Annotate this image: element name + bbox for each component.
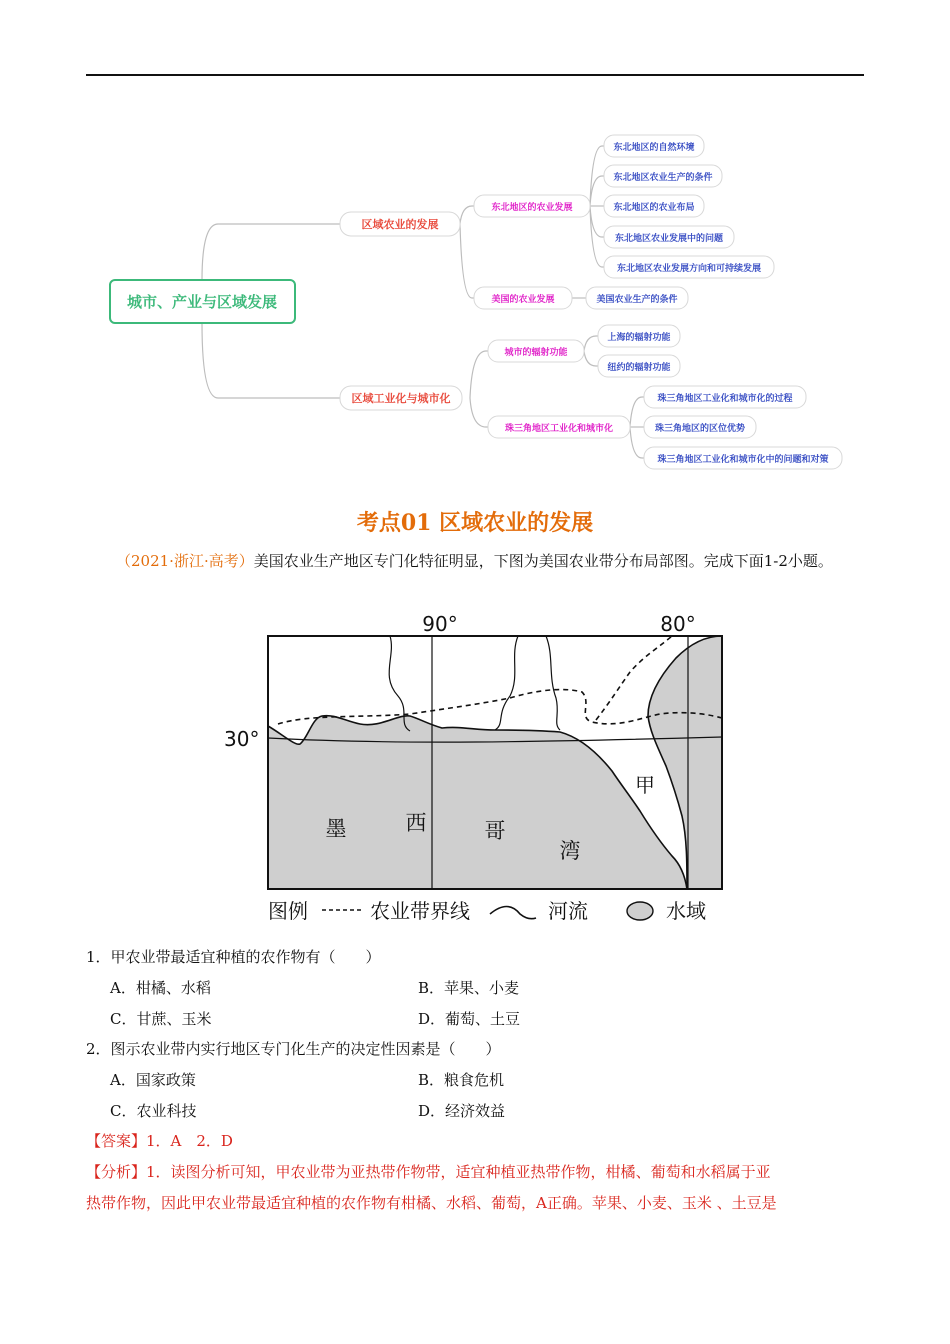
answer-label: 【答案】 xyxy=(86,1132,147,1150)
legend-river-symbol xyxy=(490,907,536,919)
q2-option-b: B．粮食危机 xyxy=(418,1071,505,1089)
leaf-prd-2 xyxy=(644,416,756,438)
mind-map xyxy=(0,120,950,480)
lat-30-label: 30° xyxy=(224,727,260,751)
legend-boundary-label: 农业带界线 xyxy=(370,899,470,923)
leaf-newyork xyxy=(598,355,680,377)
leaf-usa-1 xyxy=(586,287,688,309)
river xyxy=(546,636,560,730)
legend-river-label: 河流 xyxy=(548,899,588,923)
q2-option-d: D．经济效益 xyxy=(418,1102,506,1120)
q1-option-a: A．柑橘、水稻 xyxy=(110,979,211,997)
leaf-northeast-1 xyxy=(604,135,704,157)
q2-option-c: C．农业科技 xyxy=(110,1102,197,1120)
analysis-line-2: 热带作物，因此甲农业带最适宜种植的农作物有柑橘、水稻、葡萄，A正确。苹果、小麦、玉米 、土豆是 xyxy=(86,1194,777,1212)
legend-water-symbol xyxy=(627,902,653,920)
section-title: 考点01 区域农业的发展 xyxy=(356,510,594,536)
intro-source: （2021·浙江·高考） xyxy=(116,552,254,570)
header-rule xyxy=(86,74,864,76)
leaf-prd-1 xyxy=(644,386,806,408)
sub-prd-label: 珠三角地区工业化和城市化 xyxy=(504,424,614,434)
branch-industrialization-label: 区域工业化与城市化 xyxy=(351,392,451,405)
branch-agriculture-label: 区域农业的发展 xyxy=(361,218,439,231)
leaf-northeast-3 xyxy=(604,195,704,217)
root-label: 城市、产业与区域发展 xyxy=(126,293,278,311)
lon-80-label: 80° xyxy=(660,612,696,636)
leaf-northeast-4 xyxy=(604,226,734,248)
sub-northeast-label: 东北地区的农业发展 xyxy=(491,203,573,213)
sub-prd xyxy=(488,416,630,438)
river xyxy=(495,636,518,730)
sub-city-radiation xyxy=(488,340,584,362)
sub-northeast xyxy=(474,195,590,217)
leaf-label: 东北地区农业生产的条件 xyxy=(613,173,713,183)
agriculture-belt-map xyxy=(220,606,730,936)
rivers xyxy=(389,636,560,731)
leaf-label: 东北地区农业发展方向和可持续发展 xyxy=(616,264,762,274)
q1-option-d: D．葡萄、土豆 xyxy=(418,1010,521,1028)
sub-usa-label: 美国的农业发展 xyxy=(491,295,555,305)
gulf-char: 墨 xyxy=(325,817,347,841)
leaf-label: 东北地区的农业布局 xyxy=(613,203,695,213)
leaf-label: 东北地区农业发展中的问题 xyxy=(614,234,724,244)
sub-city-radiation-label: 城市的辐射功能 xyxy=(504,348,568,358)
analysis-text-1: 1．读图分析可知，甲农业带为亚热带作物带，适宜种植亚热带作物，柑橘、葡萄和水稻属于亚 xyxy=(146,1163,771,1181)
gulf-char: 西 xyxy=(405,811,427,835)
leaf-label: 美国农业生产的条件 xyxy=(596,295,678,305)
legend-water-label: 水域 xyxy=(666,899,706,923)
q1-option-c: C．甘蔗、玉米 xyxy=(110,1010,212,1028)
leaf-prd-3 xyxy=(644,447,842,469)
gulf-char: 哥 xyxy=(484,819,506,843)
question-2-stem: 2．图示农业带内实行地区专门化生产的决定性因素是（ ） xyxy=(86,1040,501,1058)
legend-title: 图例 xyxy=(268,899,308,923)
map-legend xyxy=(268,899,706,923)
leaf-label: 珠三角地区的区位优势 xyxy=(654,424,746,434)
leaf-label: 珠三角地区工业化和城市化中的问题和对策 xyxy=(657,455,829,465)
leaf-label: 东北地区的自然环境 xyxy=(613,143,695,153)
branch-agriculture xyxy=(340,212,460,236)
leaf-northeast-2 xyxy=(604,165,722,187)
leaf-label: 纽约的辐射功能 xyxy=(607,363,671,373)
mind-map-root xyxy=(110,280,295,323)
branch-industrialization xyxy=(340,386,462,410)
q1-option-b: B．苹果、小麦 xyxy=(418,979,520,997)
answer-line xyxy=(86,1130,233,1151)
lon-90-label: 90° xyxy=(422,612,458,636)
leaf-shanghai xyxy=(598,325,680,347)
leaf-northeast-5 xyxy=(604,256,774,278)
analysis-label: 【分析】 xyxy=(86,1163,147,1181)
leaf-label: 上海的辐射功能 xyxy=(607,333,671,343)
region-jia-label: 甲 xyxy=(635,773,655,797)
sub-usa xyxy=(474,287,572,309)
answer-text: 1．A 2．D xyxy=(146,1132,233,1150)
q2-option-a: A．国家政策 xyxy=(110,1071,196,1089)
question-1-stem: 1．甲农业带最适宜种植的农作物有（ ） xyxy=(86,948,381,966)
intro-paragraph xyxy=(86,546,866,576)
intro-text: 美国农业生产地区专门化特征明显，下图为美国农业带分布局部图。完成下面1-2小题。 xyxy=(253,552,833,570)
leaf-label: 珠三角地区工业化和城市化的过程 xyxy=(657,394,793,404)
gulf-char: 湾 xyxy=(559,839,581,863)
analysis-line-1 xyxy=(86,1161,866,1182)
